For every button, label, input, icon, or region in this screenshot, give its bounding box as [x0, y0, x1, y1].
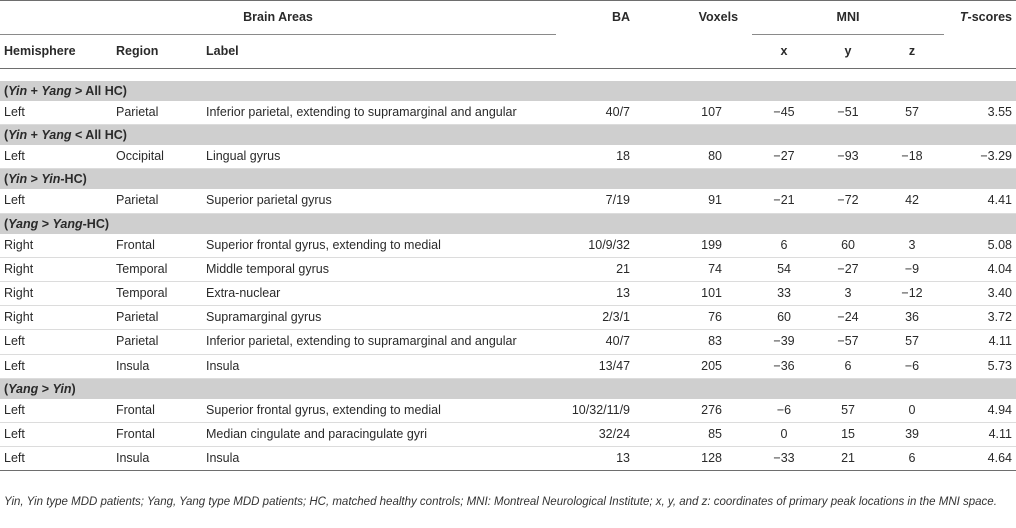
voxels-blank: [652, 35, 752, 69]
group-header-row: [0, 169, 1016, 190]
voxels-cell: 83: [652, 330, 752, 354]
z-cell: 57: [880, 330, 944, 354]
table-row: [0, 306, 1016, 330]
y-cell: −57: [816, 330, 880, 354]
voxels-header: Voxels: [652, 1, 752, 35]
t-score-cell: 5.73: [944, 354, 1016, 378]
y-cell: −51: [816, 101, 880, 125]
group-title: (Yang > Yang-HC): [0, 213, 1016, 234]
ba-cell: 40/7: [556, 330, 652, 354]
region-cell: Frontal: [116, 399, 206, 423]
z-cell: −9: [880, 257, 944, 281]
table-row: [0, 101, 1016, 125]
tscores-header: [944, 1, 1016, 35]
z-cell: 36: [880, 306, 944, 330]
table-row: [0, 399, 1016, 423]
hemisphere-cell: Right: [0, 306, 116, 330]
header-gap: [0, 69, 1016, 82]
hemisphere-cell: Left: [0, 447, 116, 471]
table-row: [0, 330, 1016, 354]
table-row: [0, 282, 1016, 306]
ba-cell: 32/24: [556, 423, 652, 447]
y-cell: −93: [816, 145, 880, 169]
x-cell: −36: [752, 354, 816, 378]
ba-cell: 2/3/1: [556, 306, 652, 330]
header-row-1: [0, 1, 1016, 35]
t-score-cell: 3.40: [944, 282, 1016, 306]
tscores-t: T: [959, 10, 968, 25]
table-row: [0, 423, 1016, 447]
label-cell: Insula: [206, 354, 556, 378]
y-cell: −27: [816, 257, 880, 281]
voxels-cell: 107: [652, 101, 752, 125]
voxels-cell: 205: [652, 354, 752, 378]
label-cell: Middle temporal gyrus: [206, 257, 556, 281]
brain-areas-header: Brain Areas: [0, 1, 556, 35]
label-cell: Insula: [206, 447, 556, 471]
hemisphere-cell: Left: [0, 354, 116, 378]
region-cell: Parietal: [116, 330, 206, 354]
t-score-cell: 4.04: [944, 257, 1016, 281]
z-cell: −18: [880, 145, 944, 169]
voxels-cell: 101: [652, 282, 752, 306]
x-cell: −45: [752, 101, 816, 125]
t-score-cell: 3.72: [944, 306, 1016, 330]
ba-cell: 10/32/11/9: [556, 399, 652, 423]
t-score-cell: 4.41: [944, 189, 1016, 213]
group-title: (Yang > Yin): [0, 378, 1016, 399]
table-row: [0, 189, 1016, 213]
label-cell: Median cingulate and paracingulate gyri: [206, 423, 556, 447]
z-cell: 3: [880, 234, 944, 258]
x-cell: 6: [752, 234, 816, 258]
region-cell: Parietal: [116, 101, 206, 125]
footnote: Yin, Yin type MDD patients; Yang, Yang type MDD patients; HC, matched healthy controls; MNI: Montreal Neurological Institute; x, y, and z: coordinates of primary peak locations in the MNI space.: [4, 496, 997, 508]
region-cell: Frontal: [116, 234, 206, 258]
z-cell: −12: [880, 282, 944, 306]
y-cell: 6: [816, 354, 880, 378]
region-cell: Insula: [116, 354, 206, 378]
hemisphere-cell: Left: [0, 145, 116, 169]
x-cell: 0: [752, 423, 816, 447]
ba-cell: 13: [556, 282, 652, 306]
tscores-suffix: -scores: [967, 10, 1013, 25]
hemisphere-cell: Right: [0, 282, 116, 306]
voxels-cell: 76: [652, 306, 752, 330]
hemisphere-cell: Left: [0, 423, 116, 447]
label-cell: Superior frontal gyrus, extending to medial: [206, 399, 556, 423]
region-cell: Frontal: [116, 423, 206, 447]
t-score-cell: 4.64: [944, 447, 1016, 471]
label-cell: Extra-nuclear: [206, 282, 556, 306]
hemisphere-cell: Left: [0, 101, 116, 125]
region-cell: Parietal: [116, 189, 206, 213]
y-cell: 60: [816, 234, 880, 258]
hemisphere-cell: Left: [0, 330, 116, 354]
region-cell: Occipital: [116, 145, 206, 169]
table-body: [0, 81, 1016, 471]
z-cell: 39: [880, 423, 944, 447]
z-cell: 0: [880, 399, 944, 423]
x-cell: 33: [752, 282, 816, 306]
region-cell: Insula: [116, 447, 206, 471]
voxels-cell: 276: [652, 399, 752, 423]
ba-cell: 40/7: [556, 101, 652, 125]
label-cell: Supramarginal gyrus: [206, 306, 556, 330]
group-header-row: [0, 378, 1016, 399]
mni-header: MNI: [752, 1, 944, 35]
x-header: x: [752, 35, 816, 69]
x-cell: −21: [752, 189, 816, 213]
z-cell: −6: [880, 354, 944, 378]
y-cell: 3: [816, 282, 880, 306]
hemisphere-cell: Right: [0, 234, 116, 258]
group-header-row: [0, 81, 1016, 101]
x-cell: −39: [752, 330, 816, 354]
hemisphere-cell: Left: [0, 189, 116, 213]
group-header-row: [0, 213, 1016, 234]
voxels-cell: 199: [652, 234, 752, 258]
t-score-cell: 4.11: [944, 330, 1016, 354]
hemisphere-cell: Left: [0, 399, 116, 423]
region-header: Region: [116, 35, 206, 69]
t-score-cell: −3.29: [944, 145, 1016, 169]
t-score-cell: 4.11: [944, 423, 1016, 447]
t-blank: [944, 35, 1016, 69]
table-row: [0, 354, 1016, 378]
label-cell: Inferior parietal, extending to supramarginal and angular: [206, 101, 556, 125]
hemisphere-cell: Right: [0, 257, 116, 281]
group-title: (Yin + Yang < All HC): [0, 125, 1016, 146]
table-row: [0, 447, 1016, 471]
y-cell: 15: [816, 423, 880, 447]
ba-blank: [556, 35, 652, 69]
ba-cell: 10/9/32: [556, 234, 652, 258]
z-header: z: [880, 35, 944, 69]
label-cell: Superior parietal gyrus: [206, 189, 556, 213]
t-score-cell: 3.55: [944, 101, 1016, 125]
voxels-cell: 74: [652, 257, 752, 281]
label-cell: Lingual gyrus: [206, 145, 556, 169]
x-cell: −33: [752, 447, 816, 471]
region-cell: Parietal: [116, 306, 206, 330]
voxels-cell: 91: [652, 189, 752, 213]
y-cell: −24: [816, 306, 880, 330]
label-cell: Inferior parietal, extending to supramarginal and angular: [206, 330, 556, 354]
z-cell: 57: [880, 101, 944, 125]
region-cell: Temporal: [116, 257, 206, 281]
voxels-cell: 128: [652, 447, 752, 471]
table-row: [0, 257, 1016, 281]
ba-cell: 18: [556, 145, 652, 169]
group-title: (Yin + Yang > All HC): [0, 81, 1016, 101]
y-cell: 57: [816, 399, 880, 423]
region-cell: Temporal: [116, 282, 206, 306]
table-row: [0, 234, 1016, 258]
z-cell: 42: [880, 189, 944, 213]
ba-cell: 13: [556, 447, 652, 471]
y-cell: 21: [816, 447, 880, 471]
ba-header: BA: [556, 1, 652, 35]
x-cell: −6: [752, 399, 816, 423]
label-cell: Superior frontal gyrus, extending to medial: [206, 234, 556, 258]
x-cell: −27: [752, 145, 816, 169]
ba-cell: 7/19: [556, 189, 652, 213]
table-row: [0, 145, 1016, 169]
t-score-cell: 5.08: [944, 234, 1016, 258]
ba-cell: 21: [556, 257, 652, 281]
x-cell: 54: [752, 257, 816, 281]
ba-cell: 13/47: [556, 354, 652, 378]
group-header-row: [0, 125, 1016, 146]
voxels-cell: 85: [652, 423, 752, 447]
z-cell: 6: [880, 447, 944, 471]
header-row-2: [0, 35, 1016, 69]
x-cell: 60: [752, 306, 816, 330]
label-header: Label: [206, 35, 556, 69]
y-header: y: [816, 35, 880, 69]
hemisphere-header: Hemisphere: [0, 35, 116, 69]
t-score-cell: 4.94: [944, 399, 1016, 423]
y-cell: −72: [816, 189, 880, 213]
group-title: (Yin > Yin-HC): [0, 169, 1016, 190]
voxels-cell: 80: [652, 145, 752, 169]
